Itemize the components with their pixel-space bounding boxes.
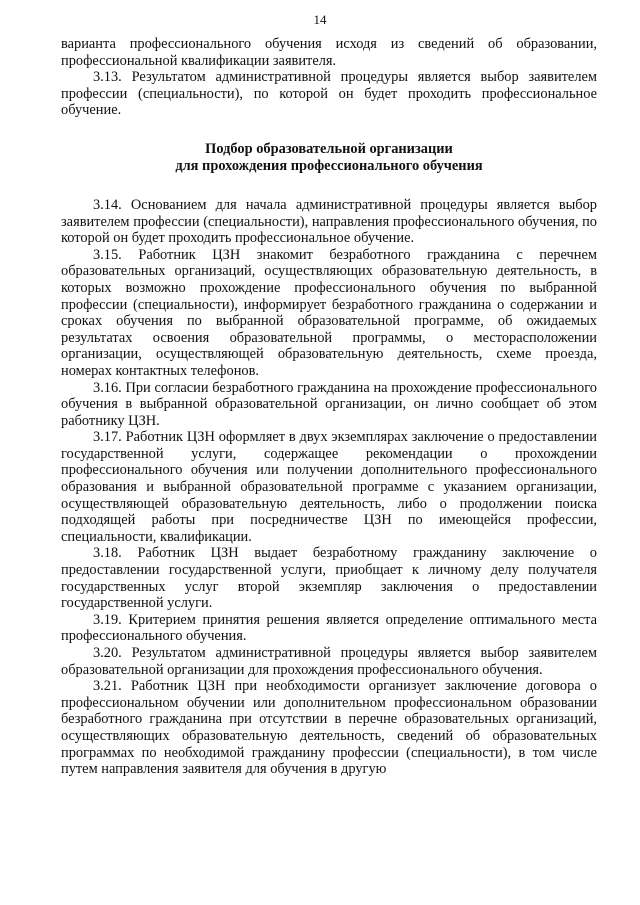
paragraph-3-18: 3.18. Работник ЦЗН выдает безработному гражданину заключение о предоставлении государственной услуги, приобщает к личному делу получателя государственных услуг второй экземпляр заключения о предоставлении государственной услуги. [61,545,597,612]
page-number: 14 [313,12,327,27]
section-heading-line-2: для прохождения профессионального обучения [175,157,483,174]
paragraph-3-19: 3.19. Критерием принятия решения является определение оптимального места профессионального обучения. [61,611,597,645]
paragraph-3-17: 3.17. Работник ЦЗН оформляет в двух экземплярах заключение о предоставлении государственной услуги, содержащее рекомендации о прохождении профессионального обучения или получении дополнительного профессионального образования и выбранной образовательной программе с указанием организации, осуществляющей образовательную деятельность, либо о продолжении поиска подходящей работы при посредничестве ЦЗН по имеющейся профессии, специальности, квалификации. [61,429,597,545]
paragraph-3-13: 3.13. Результатом административной процедуры является выбор заявителем профессии (специальности), по которой он будет проходить профессиональное обучение. [61,69,597,119]
section-heading-line-1: Подбор образовательной организации [205,140,453,157]
paragraph-3-15: 3.15. Работник ЦЗН знакомит безработного гражданина с перечнем образовательных организаций, осуществляющих образовательную деятельность, в которых возможно прохождение профессионального обучения по выбранной профессии (специальности), информирует безработного гражданина о содержании и сроках обучения по выбранной образовательной программе, об ожидаемых результатах освоения образовательной программы, о месторасположении организации, осуществляющей образовательную деятельность, схеме проезда, номерах контактных телефонов. [61,246,597,379]
paragraph-3-16: 3.16. При согласии безработного гражданина на прохождение профессионального обучения в выбранной образовательной организации, он лично сообщает об этом работнику ЦЗН. [61,379,597,429]
document-body [61,36,597,778]
section-heading [61,141,597,175]
paragraph-3-14: 3.14. Основанием для начала административной процедуры является выбор заявителем профессии (специальности), направления профессионального обучения, по которой он будет проходить профессиональное обучение. [61,196,597,247]
paragraph-3-21: 3.21. Работник ЦЗН при необходимости организует заключение договора о профессиональном обучении или дополнительном профессиональном образовании безработного гражданина при отсутствии в перечне образовательных организаций, осуществляющих образовательную деятельность, сведений об образовательных программах по необходимой гражданину профессии (специальности), в том числе путем направления заявителя для обучения в другую [61,678,597,778]
paragraph-3-20: 3.20. Результатом административной процедуры является выбор заявителем образовательной организации для прохождения профессионального обучения. [61,645,597,678]
paragraph-continuation: варианта профессионального обучения исходя из сведений об образовании, профессиональной квалификации заявителя. [61,36,597,69]
